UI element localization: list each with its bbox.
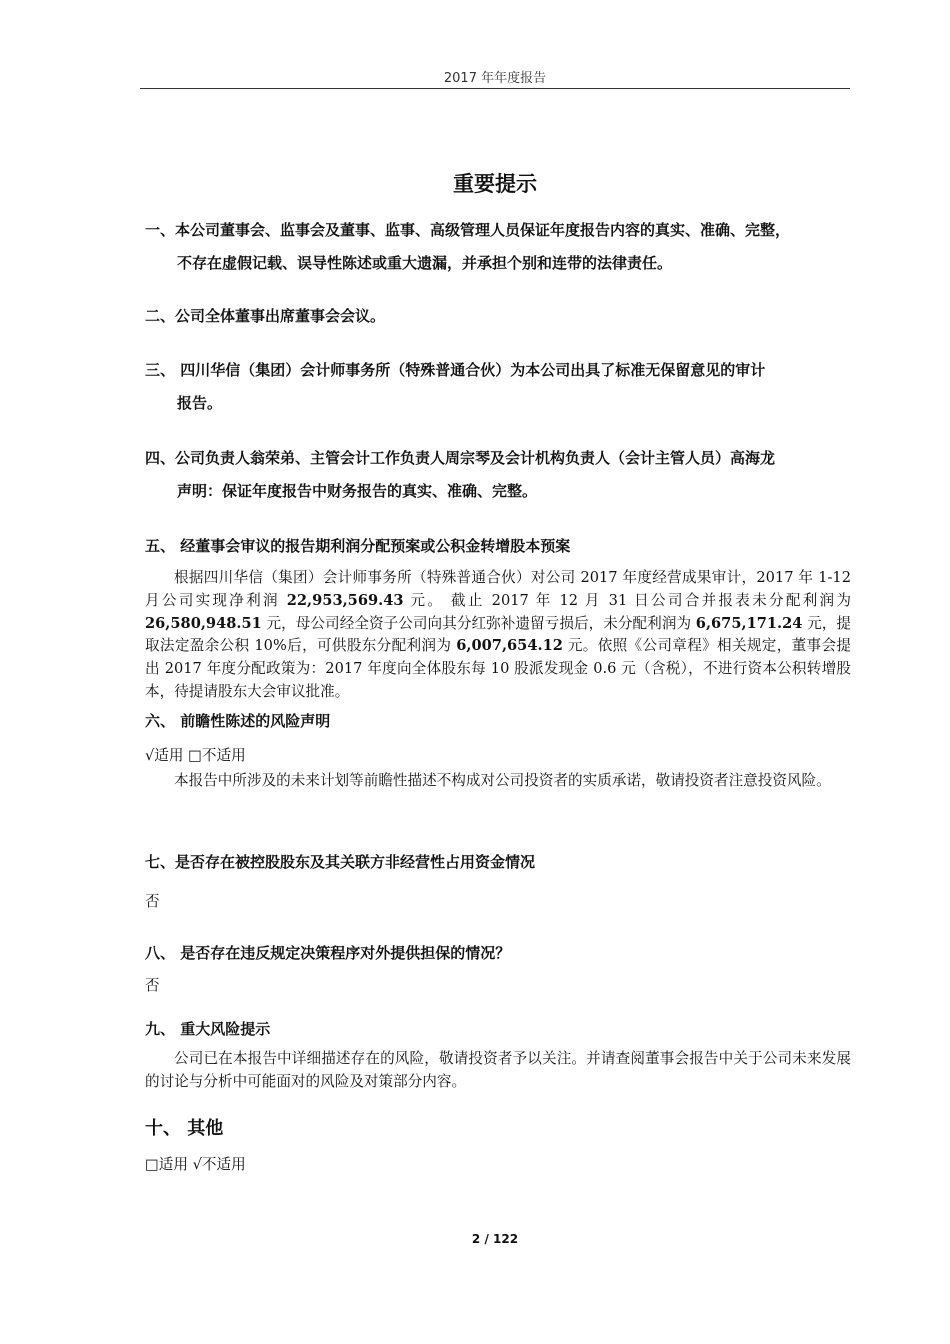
item-6-heading: 六、 前瞻性陈述的风险声明	[145, 712, 331, 730]
item-4-line-1: 四、公司负责人翁荣弟、主管会计工作负责人周宗琴及会计机构负责人（会计主管人员）高海龙	[145, 449, 776, 467]
item-5-heading: 五、 经董事会审议的报告期利润分配预案或公积金转增股本预案	[145, 537, 571, 555]
item-1-line-1: 一、本公司董事会、监事会及董事、监事、高级管理人员保证年度报告内容的真实、准确、完整，	[145, 221, 791, 239]
item-4-line-2: 声明：保证年度报告中财务报告的真实、准确、完整。	[177, 482, 538, 500]
item-10-heading: 十、 其他	[145, 1118, 224, 1139]
item-3-line-1: 三、 四川华信（集团）会计师事务所（特殊普通合伙）为本公司出具了标准无保留意见的审计	[145, 361, 766, 379]
item-1-line-2: 不存在虚假记载、误导性陈述或重大遗漏，并承担个别和连带的法律责任。	[177, 254, 673, 272]
item-5-text-4: 元，提取法定盈余公积 10%后，可供股东分配利润为	[145, 614, 852, 655]
item-5-text-2: 元。 截止 2017 年 12 月 31 日公司合并报表未分配利润为	[403, 591, 851, 609]
item-5-body	[145, 567, 851, 704]
distributable-profit-value: 6,007,654.12	[456, 637, 563, 655]
item-5-text-5: 元。依照《公司章程》相关规定，董事会提出 2017 年度分配政策为：2017 年度向全体股东每 10 股派发现金 0.6 元（含税），不进行资本公积转增股本，待提请股东大会审议批准。	[145, 637, 851, 700]
item-8-answer: 否	[145, 977, 160, 994]
item-7-heading: 七、是否存在被控股股东及其关联方非经营性占用资金情况	[145, 853, 536, 871]
net-profit-value: 22,953,569.43	[286, 591, 404, 609]
item-10-applicability: □适用 √不适用	[145, 1156, 246, 1173]
consolidated-undistributed-value: 26,580,948.51	[145, 614, 262, 632]
item-3-line-2: 报告。	[177, 394, 223, 412]
item-6-body: 本报告中所涉及的未来计划等前瞻性描述不构成对公司投资者的实质承诺，敬请投资者注意投资风险。	[174, 772, 831, 789]
running-header: 2017 年年度报告	[443, 71, 547, 86]
item-5-text-1: 根据四川华信（集团）会计师事务所（特殊普通合伙）对公司 2017 年度经营成果审计，2017 年 1-12 月公司实现净利润	[145, 569, 851, 609]
item-6-applicability: √适用 □不适用	[145, 747, 246, 764]
page-title: 重要提示	[453, 172, 537, 196]
header-rule	[140, 88, 850, 89]
item-9-body: 公司已在本报告中详细描述存在的风险，敬请投资者予以关注。并请查阅董事会报告中关于公司未来发展的讨论与分析中可能面对的风险及对策部分内容。	[145, 1050, 851, 1090]
item-8-heading: 八、 是否存在违反规定决策程序对外提供担保的情况？	[145, 944, 511, 962]
item-5-text-3: 元，母公司经全资子公司向其分红弥补遗留亏损后，未分配利润为	[261, 614, 696, 632]
item-7-answer: 否	[145, 893, 160, 910]
item-2: 二、公司全体董事出席董事会会议。	[145, 307, 386, 325]
parent-undistributed-value: 6,675,171.24	[695, 614, 803, 632]
page-number: 2 / 122	[471, 1232, 519, 1246]
item-9-heading: 九、 重大风险提示	[145, 1020, 271, 1038]
